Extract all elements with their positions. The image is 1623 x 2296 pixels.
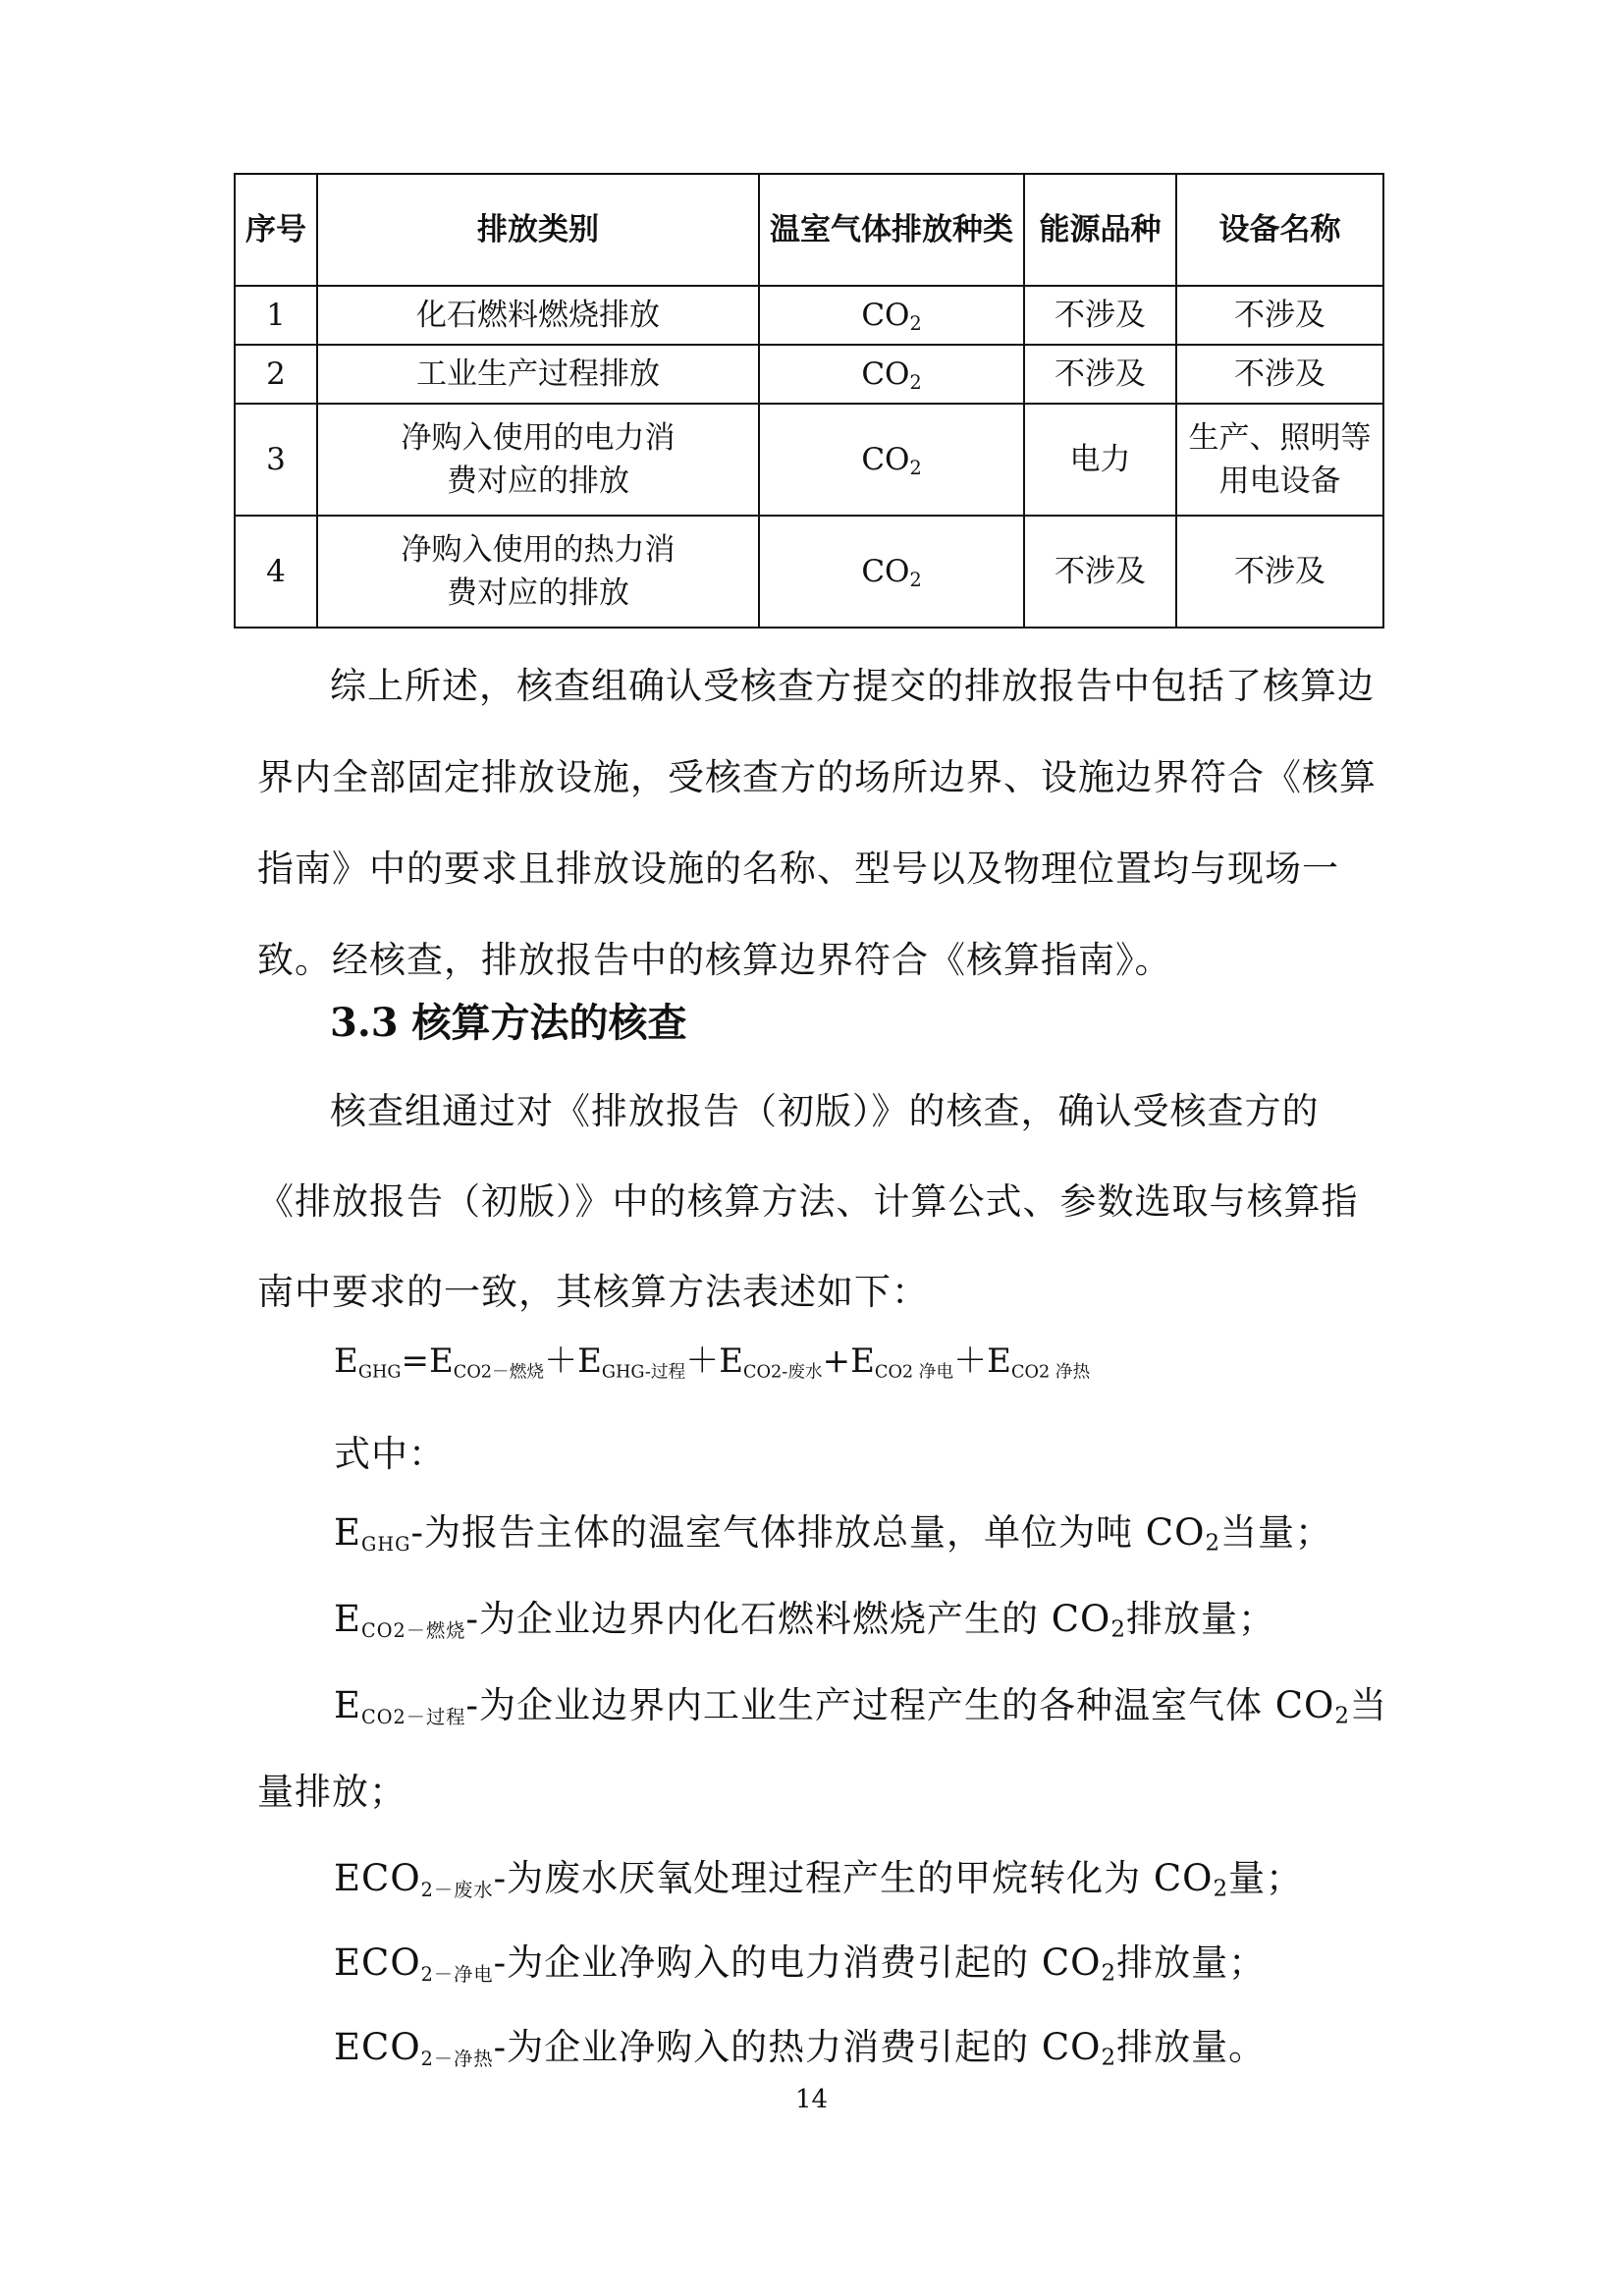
cell-energy: 不涉及 bbox=[1024, 345, 1176, 404]
definition-process-cont: 量排放； bbox=[257, 1771, 406, 1813]
def-symbol: ECO bbox=[334, 2026, 421, 2068]
gas-text: CO bbox=[861, 356, 910, 392]
method-paragraph: 核查组通过对《排放报告（初版）》的核查，确认受核查方的《排放报告（初版）》中的核算方法、计算公式、参数选取与核算指南中要求的一致，其核算方法表述如下： bbox=[257, 1090, 1359, 1313]
formula-subscript: CO2-废水 bbox=[743, 1362, 823, 1383]
def-text: -为企业边界内化石燃料燃烧产生的 CO bbox=[465, 1598, 1111, 1640]
where-label: 式中： bbox=[334, 1433, 446, 1475]
formula-subscript: GHG bbox=[357, 1362, 402, 1383]
def-symbol: ECO bbox=[334, 1857, 421, 1899]
formula-subscript: CO2 净电 bbox=[874, 1362, 954, 1383]
cell-gas bbox=[759, 404, 1024, 516]
gas-text: CO bbox=[861, 554, 910, 589]
page-number: 14 bbox=[794, 2085, 829, 2114]
def-co2-sub: 2 bbox=[1205, 1530, 1221, 1557]
def-symbol-sub: 2－净电 bbox=[420, 1962, 494, 1986]
cell-equipment: 不涉及 bbox=[1176, 345, 1383, 404]
cell-category: 化石燃料燃烧排放 bbox=[317, 286, 759, 345]
def-text: -为企业净购入的电力消费引起的 CO bbox=[493, 1941, 1102, 1984]
cell-equipment: 不涉及 bbox=[1176, 516, 1383, 628]
table-row bbox=[235, 345, 1383, 404]
cell-energy: 不涉及 bbox=[1024, 286, 1176, 345]
def-text-end: 当量； bbox=[1220, 1511, 1333, 1554]
formula-term: ＋E bbox=[544, 1341, 602, 1381]
header-equipment: 设备名称 bbox=[1176, 174, 1383, 286]
def-symbol-sub: GHG bbox=[361, 1532, 411, 1556]
def-text: -为废水厌氧处理过程产生的甲烷转化为 CO bbox=[493, 1857, 1214, 1899]
gas-subscript: 2 bbox=[909, 456, 922, 479]
emission-source-table bbox=[234, 173, 1384, 629]
definition-electricity bbox=[334, 1933, 1266, 1986]
cell-energy: 不涉及 bbox=[1024, 516, 1176, 628]
header-no: 序号 bbox=[235, 174, 317, 286]
section-heading: 3.3 核算方法的核查 bbox=[330, 1000, 687, 1046]
cell-category: 净购入使用的电力消费对应的排放 bbox=[317, 404, 759, 516]
header-gas-type: 温室气体排放种类 bbox=[759, 174, 1024, 286]
cell-equipment: 不涉及 bbox=[1176, 286, 1383, 345]
cell-energy: 电力 bbox=[1024, 404, 1176, 516]
definition-process bbox=[334, 1675, 1387, 1728]
cell-gas bbox=[759, 345, 1024, 404]
table-row bbox=[235, 404, 1383, 516]
definition-ghg bbox=[334, 1503, 1332, 1556]
cell-no: 4 bbox=[235, 516, 317, 628]
cell-no: 2 bbox=[235, 345, 317, 404]
definition-wastewater bbox=[334, 1848, 1303, 1901]
formula-subscript: GHG-过程 bbox=[601, 1362, 686, 1383]
header-category: 排放类别 bbox=[317, 174, 759, 286]
cell-gas bbox=[759, 286, 1024, 345]
cell-category: 工业生产过程排放 bbox=[317, 345, 759, 404]
def-co2-sub: 2 bbox=[1110, 1616, 1126, 1643]
def-text: -为报告主体的温室气体排放总量，单位为吨 CO bbox=[410, 1511, 1206, 1554]
emission-formula bbox=[334, 1334, 1090, 1382]
cell-no: 3 bbox=[235, 404, 317, 516]
gas-subscript: 2 bbox=[909, 311, 922, 335]
def-text-end: 量； bbox=[1228, 1857, 1304, 1899]
def-text-end: 当 bbox=[1349, 1684, 1387, 1726]
def-text-end: 排放量； bbox=[1116, 1941, 1267, 1984]
def-text-end: 排放量。 bbox=[1116, 2026, 1267, 2068]
formula-term: =E bbox=[401, 1341, 454, 1381]
gas-subscript: 2 bbox=[909, 370, 922, 394]
table-row bbox=[235, 516, 1383, 628]
formula-subscript: CO2－燃烧 bbox=[453, 1362, 545, 1383]
def-co2-sub: 2 bbox=[1334, 1703, 1350, 1729]
formula-subscript: CO2 净热 bbox=[1010, 1362, 1091, 1383]
cell-no: 1 bbox=[235, 286, 317, 345]
def-symbol-sub: 2－净热 bbox=[420, 2047, 494, 2070]
def-symbol-sub: 2－废水 bbox=[420, 1878, 494, 1901]
def-symbol: ECO bbox=[334, 1941, 421, 1984]
gas-text: CO bbox=[861, 298, 910, 333]
def-text-end: 排放量； bbox=[1125, 1598, 1275, 1640]
cell-category: 净购入使用的热力消费对应的排放 bbox=[317, 516, 759, 628]
cell-gas bbox=[759, 516, 1024, 628]
def-co2-sub: 2 bbox=[1101, 1960, 1117, 1987]
definition-combustion bbox=[334, 1589, 1275, 1642]
gas-text: CO bbox=[861, 442, 910, 477]
formula-term: E bbox=[334, 1341, 358, 1381]
formula-term: ＋E bbox=[685, 1341, 744, 1381]
def-text: -为企业边界内工业生产过程产生的各种温室气体 CO bbox=[465, 1684, 1335, 1726]
definition-heat bbox=[334, 2017, 1266, 2070]
summary-paragraph: 综上所述，核查组确认受核查方提交的排放报告中包括了核算边界内全部固定排放设施，受核查方的场所边界、设施边界符合《核算指南》中的要求且排放设施的名称、型号以及物理位置均与现场一致。经核查，排放报告中的核算边界符合《核算指南》。 bbox=[257, 665, 1377, 981]
formula-term: +E bbox=[822, 1341, 875, 1381]
def-co2-sub: 2 bbox=[1101, 2045, 1117, 2071]
cell-equipment: 生产、照明等用电设备 bbox=[1176, 404, 1383, 516]
def-symbol: E bbox=[334, 1684, 362, 1726]
table-row bbox=[235, 286, 1383, 345]
formula-term: ＋E bbox=[953, 1341, 1011, 1381]
def-co2-sub: 2 bbox=[1213, 1876, 1229, 1902]
def-symbol-sub: CO2－过程 bbox=[361, 1705, 466, 1728]
def-symbol: E bbox=[334, 1511, 362, 1554]
gas-subscript: 2 bbox=[909, 568, 922, 591]
def-text: -为企业净购入的热力消费引起的 CO bbox=[493, 2026, 1102, 2068]
header-energy: 能源品种 bbox=[1024, 174, 1176, 286]
def-symbol: E bbox=[334, 1598, 362, 1640]
def-symbol-sub: CO2－燃烧 bbox=[361, 1618, 466, 1642]
table-header-row bbox=[235, 174, 1383, 286]
